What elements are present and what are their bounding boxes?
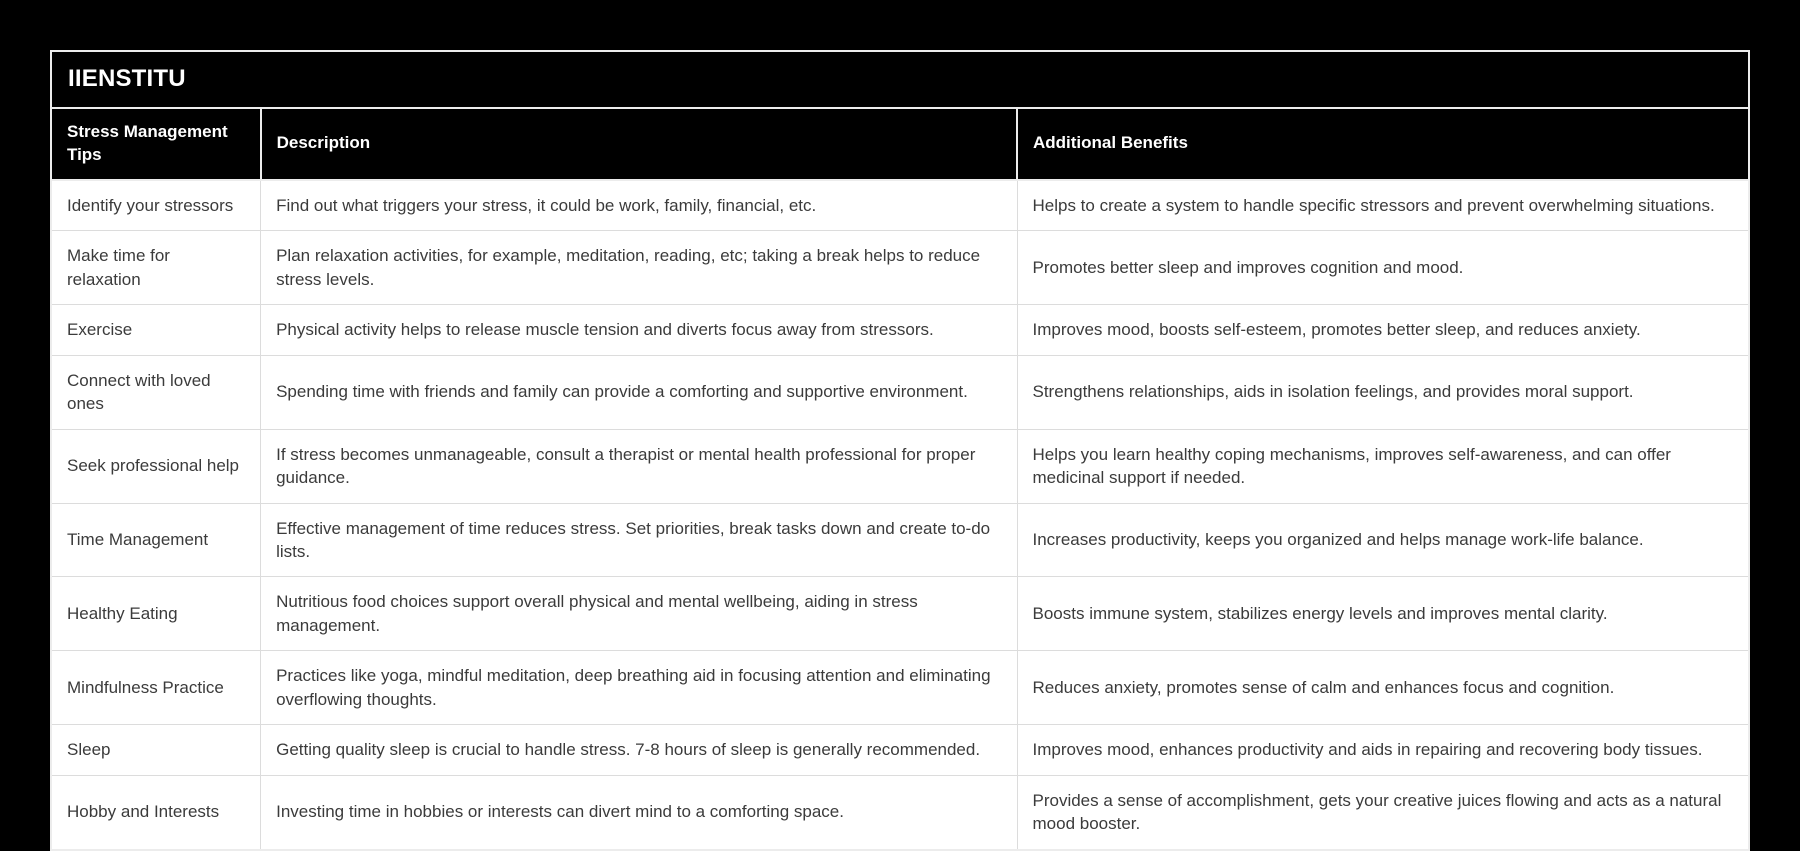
cell-description: Effective management of time reduces stress. Set priorities, break tasks down and create to-do lists. — [261, 503, 1017, 577]
table-row — [52, 725, 1748, 775]
cell-benefit: Helps to create a system to handle specific stressors and prevent overwhelming situations. — [1017, 180, 1748, 231]
cell-benefit: Increases productivity, keeps you organized and helps manage work-life balance. — [1017, 503, 1748, 577]
cell-benefit: Strengthens relationships, aids in isolation feelings, and provides moral support. — [1017, 355, 1748, 429]
table-title: IIENSTITU — [52, 52, 1748, 109]
table-row — [52, 429, 1748, 503]
cell-tip: Connect with loved ones — [52, 355, 261, 429]
cell-description: Find out what triggers your stress, it could be work, family, financial, etc. — [261, 180, 1017, 231]
cell-benefit: Promotes better sleep and improves cognition and mood. — [1017, 231, 1748, 305]
cell-tip: Mindfulness Practice — [52, 651, 261, 725]
cell-tip: Seek professional help — [52, 429, 261, 503]
table-row — [52, 775, 1748, 848]
cell-description: Spending time with friends and family can provide a comforting and supportive environment. — [261, 355, 1017, 429]
table-body — [52, 180, 1748, 849]
cell-description: Physical activity helps to release muscle tension and diverts focus away from stressors. — [261, 305, 1017, 355]
table-row — [52, 180, 1748, 231]
column-header-tips: Stress Management Tips — [52, 109, 261, 180]
cell-benefit: Improves mood, enhances productivity and aids in repairing and recovering body tissues. — [1017, 725, 1748, 775]
table-row — [52, 577, 1748, 651]
table-row — [52, 651, 1748, 725]
cell-tip: Make time for relaxation — [52, 231, 261, 305]
cell-benefit: Boosts immune system, stabilizes energy levels and improves mental clarity. — [1017, 577, 1748, 651]
cell-benefit: Helps you learn healthy coping mechanisms, improves self-awareness, and can offer medicinal support if needed. — [1017, 429, 1748, 503]
header-row — [52, 109, 1748, 180]
cell-description: Nutritious food choices support overall physical and mental wellbeing, aiding in stress management. — [261, 577, 1017, 651]
cell-description: Practices like yoga, mindful meditation, deep breathing aid in focusing attention and eliminating overflowing thoughts. — [261, 651, 1017, 725]
cell-tip: Time Management — [52, 503, 261, 577]
table-row — [52, 305, 1748, 355]
cell-tip: Hobby and Interests — [52, 775, 261, 848]
stress-table-card — [50, 50, 1750, 851]
cell-description: Investing time in hobbies or interests can divert mind to a comforting space. — [261, 775, 1017, 848]
table-row — [52, 231, 1748, 305]
table-row — [52, 355, 1748, 429]
column-header-description: Description — [261, 109, 1017, 180]
cell-description: Getting quality sleep is crucial to handle stress. 7-8 hours of sleep is generally recommended. — [261, 725, 1017, 775]
cell-description: If stress becomes unmanageable, consult a therapist or mental health professional for proper guidance. — [261, 429, 1017, 503]
stress-management-table — [52, 109, 1748, 849]
cell-benefit: Provides a sense of accomplishment, gets your creative juices flowing and acts as a natural mood booster. — [1017, 775, 1748, 848]
table-header — [52, 109, 1748, 180]
cell-benefit: Improves mood, boosts self-esteem, promotes better sleep, and reduces anxiety. — [1017, 305, 1748, 355]
cell-tip: Exercise — [52, 305, 261, 355]
cell-description: Plan relaxation activities, for example, meditation, reading, etc; taking a break helps to reduce stress levels. — [261, 231, 1017, 305]
cell-tip: Sleep — [52, 725, 261, 775]
table-row — [52, 503, 1748, 577]
column-header-benefits: Additional Benefits — [1017, 109, 1748, 180]
cell-tip: Identify your stressors — [52, 180, 261, 231]
cell-benefit: Reduces anxiety, promotes sense of calm and enhances focus and cognition. — [1017, 651, 1748, 725]
cell-tip: Healthy Eating — [52, 577, 261, 651]
